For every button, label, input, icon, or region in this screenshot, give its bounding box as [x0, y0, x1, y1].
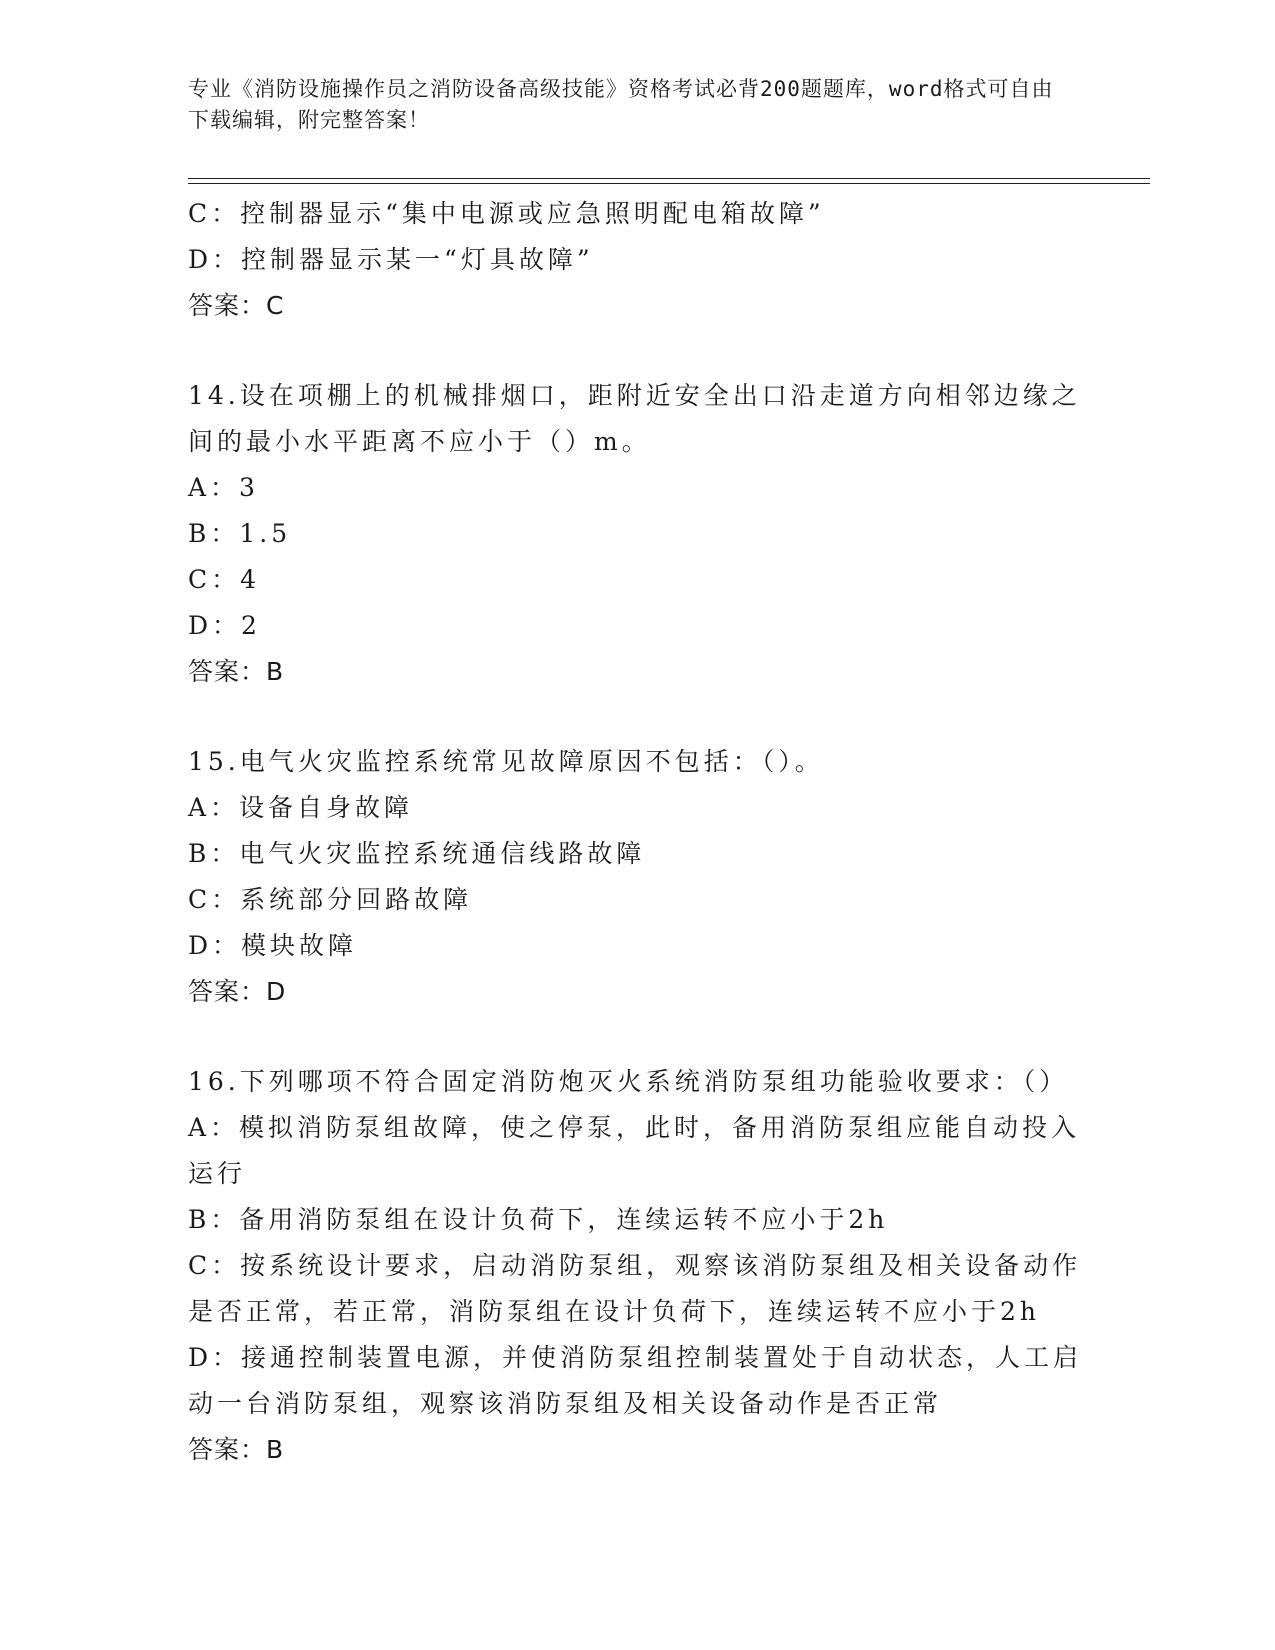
answer-label: 答案：B [188, 657, 285, 686]
option-c-continued: 是否正常，若正常，消防泵组在设计负荷下，连续运转不应小于2h [188, 1297, 1041, 1326]
option-b: B：1.5 [188, 519, 292, 548]
option-a: A：3 [188, 473, 259, 502]
question-stem: 15.电气火灾监控系统常见故障原因不包括：（）。 [188, 747, 824, 776]
document-intro: 专业《消防设施操作员之消防设备高级技能》资格考试必背200题题库，word格式可自由下载编辑，附完整答案！ [188, 77, 1054, 132]
option-d-continued: 动一台消防泵组，观察该消防泵组及相关设备动作是否正常 [188, 1389, 943, 1418]
option-d: D：2 [188, 611, 261, 640]
question-stem: 16.下列哪项不符合固定消防炮灭火系统消防泵组功能验收要求：（） [188, 1067, 1069, 1096]
option-c: C：按系统设计要求，启动消防泵组，观察该消防泵组及相关设备动作 [188, 1251, 1082, 1280]
answer-label: 答案：C [188, 291, 285, 320]
question-list [188, 191, 1088, 1473]
question-15 [188, 739, 1088, 1015]
option-d: D：控制器显示某一“灯具故障” [188, 245, 594, 274]
question-stem: 间的最小水平距离不应小于（）m。 [188, 427, 651, 456]
option-c: C：4 [188, 565, 261, 594]
question-14 [188, 373, 1088, 695]
option-a: A：模拟消防泵组故障，使之停泵，此时，备用消防泵组应能自动投入 [188, 1113, 1081, 1142]
question-13-tail [188, 191, 1088, 329]
option-a-continued: 运行 [188, 1159, 247, 1188]
header-divider-bottom [188, 183, 1150, 184]
answer-label: 答案：D [188, 977, 287, 1006]
option-c: C：系统部分回路故障 [188, 885, 473, 914]
option-b: B：备用消防泵组在设计负荷下，连续运转不应小于2h [188, 1205, 889, 1234]
question-stem: 14.设在项棚上的机械排烟口，距附近安全出口沿走道方向相邻边缘之 [188, 381, 1081, 410]
question-16 [188, 1059, 1088, 1473]
option-c: C：控制器显示“集中电源或应急照明配电箱故障” [188, 199, 825, 228]
option-a: A：设备自身故障 [188, 793, 414, 822]
answer-label: 答案：B [188, 1435, 285, 1464]
header-divider-top [188, 178, 1150, 179]
option-b: B：电气火灾监控系统通信线路故障 [188, 839, 646, 868]
option-d: D：模块故障 [188, 931, 358, 960]
option-d: D：接通控制装置电源，并使消防泵组控制装置处于自动状态，人工启 [188, 1343, 1083, 1372]
